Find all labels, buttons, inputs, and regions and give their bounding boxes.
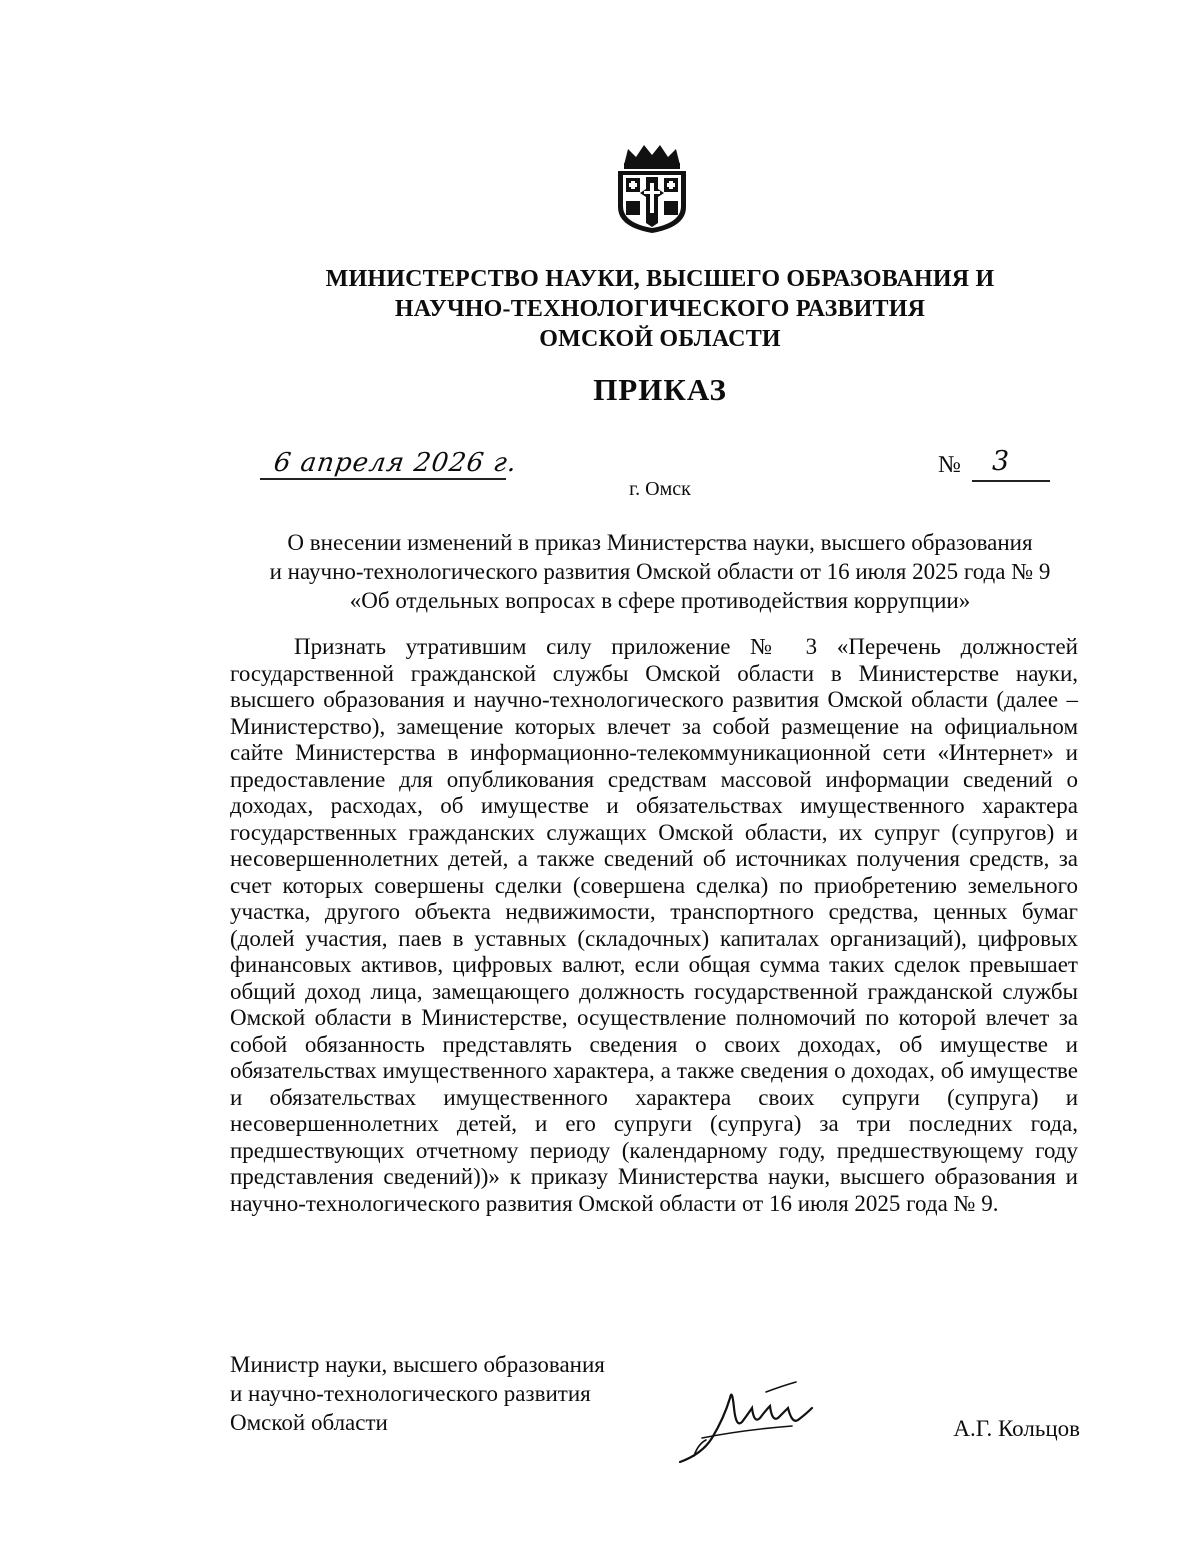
signatory-name: А.Г. Кольцов: [953, 1416, 1080, 1441]
ministry-name-line-3: ОМСКОЙ ОБЛАСТИ: [539, 326, 781, 352]
signatory-position-line-3: Омской области: [230, 1410, 388, 1435]
order-subject-line-1: О внесении изменений в приказ Министерства науки, высшего образования: [287, 530, 1033, 555]
order-number-value: 3: [992, 446, 1010, 477]
order-date: [260, 444, 520, 484]
ministry-name: [200, 264, 1120, 354]
order-body-paragraph: Признать утратившим силу приложение № 3 «Перечень должностей государственной гражданской службы Омской области в Министерстве науки, высшего образования и научно-технологического развития Омской области (далее – Министерство), замещение которых влечет за собой размещение на официальном сайте Министерства в информационно-телекоммуникационной сети «Интернет» и предоставление для опубликования средствам массовой информации сведений о доходах, расходах, об имуществе и обязательствах имущественного характера государственных гражданских служащих Омской области, их супруг (супругов) и несовершеннолетних детей, а также сведений об источниках получения средств, за счет которых совершены сделки (совершена сделка) по приобретению земельного участка, другого объекта недвижимости, транспортного средства, ценных бумаг (долей участия, паев в уставных (складочных) капиталах организаций), цифровых финансовых активов, цифровых валют, если общая сумма таких сделок превышает общий доход лица, замещающего должность государственной гражданской службы Омской области в Министерстве, осуществление полномочий по которой влечет за собой обязанность представлять сведения о своих доходах, об имуществе и обязательствах имущественного характера, а также сведения о доходах, об имуществе и обязательствах имущественного характера своих супруги (супруга) и несовершеннолетних детей, и его супруги (супруга) за три последних года, предшествующих отчетному периоду (календарному году, предшествующему году представления сведений))» к приказу Министерства науки, высшего образования и научно-технологического развития Омской области от 16 июля 2025 года № 9.: [230, 634, 1078, 1216]
number-underline: [972, 480, 1050, 482]
order-subject-line-2: и научно-технологического развития Омской области от 16 июля 2025 года № 9: [269, 559, 1051, 584]
handwritten-signature-icon: [672, 1378, 832, 1468]
city-name: г. Омск: [629, 478, 691, 500]
order-number-label: №: [938, 452, 961, 478]
order-number: [938, 446, 1050, 484]
signatory-position-line-2: и научно-технологического развития: [230, 1381, 591, 1406]
date-underline: [260, 478, 506, 480]
order-subject: [200, 528, 1120, 615]
order-date-handwritten: 6 апреля 2026 г.: [271, 448, 520, 478]
order-subject-line-3: «Об отдельных вопросах в сфере противодействия коррупции»: [349, 588, 971, 613]
ministry-name-line-2: НАУЧНО-ТЕХНОЛОГИЧЕСКОГО РАЗВИТИЯ: [394, 296, 926, 322]
coat-of-arms-icon: [612, 143, 692, 235]
signatory-position-line-1: Министр науки, высшего образования: [230, 1352, 605, 1377]
document-type-title: ПРИКАЗ: [593, 372, 727, 407]
ministry-name-line-1: МИНИСТЕРСТВО НАУКИ, ВЫСШЕГО ОБРАЗОВАНИЯ И: [325, 266, 995, 292]
signatory-position: [230, 1350, 605, 1437]
